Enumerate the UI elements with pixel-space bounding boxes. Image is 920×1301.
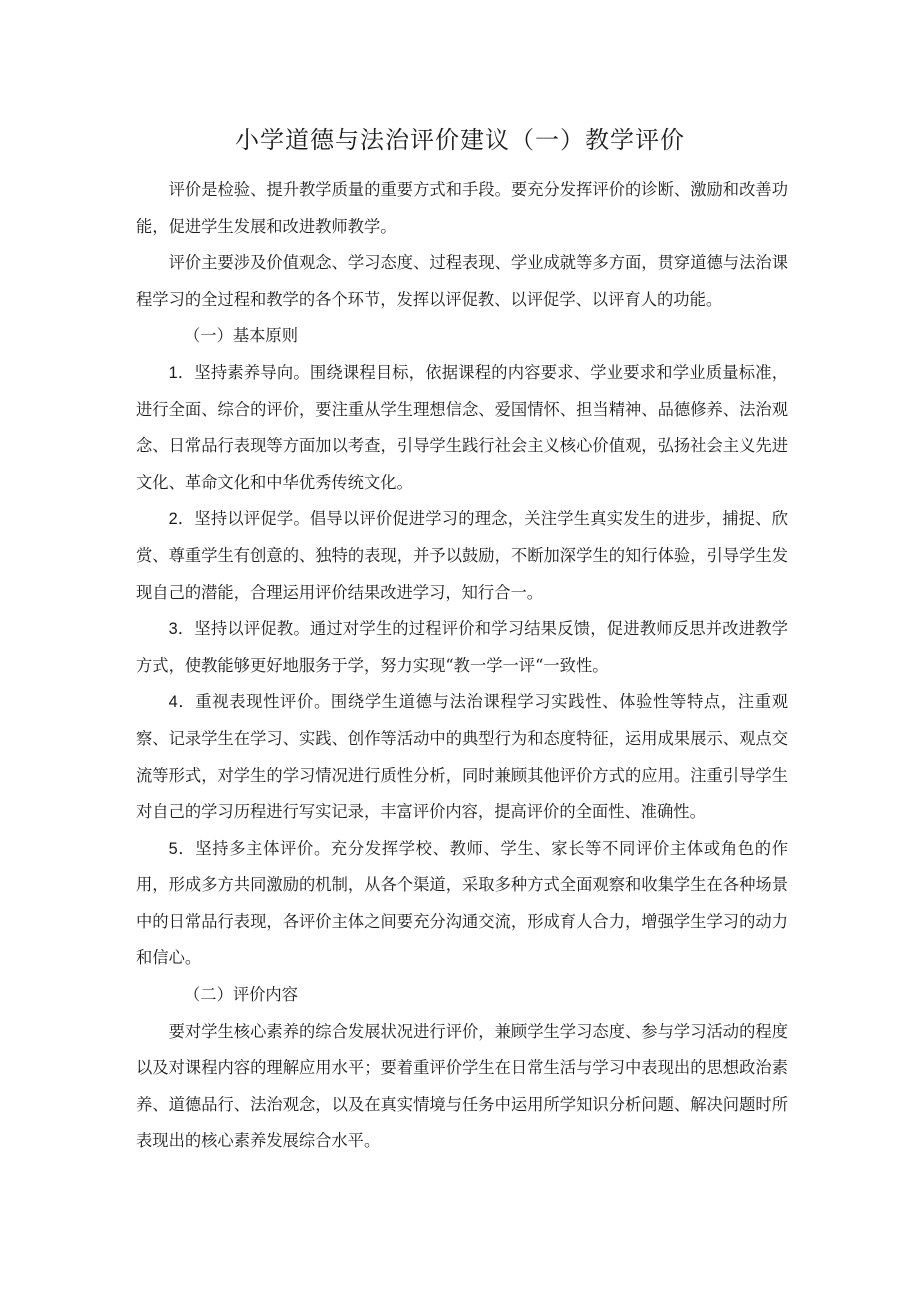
section-heading-principles: （一）基本原则 xyxy=(184,326,298,346)
principle-item-4 xyxy=(136,684,788,830)
principle-item-5 xyxy=(136,831,788,977)
intro-paragraph-1: 评价是检验、提升教学质量的重要方式和手段。要充分发挥评价的诊断、激励和改善功能，促进学生发展和改进教师教学。 xyxy=(136,180,788,236)
principle-text: ．坚持素养导向。围绕课程目标，依据课程的内容要求、学业要求和学业质量标准，进行全面、综合的评价，要注重从学生理想信念、爱国情怀、担当精神、品德修养、法治观念、日常品行表现等方面加以考查，引导学生践行社会主义核心价值观，弘扬社会主义先进文化、革命文化和中华优秀传统文化。 xyxy=(136,362,788,492)
principle-text: ．坚持以评促教。通过对学生的过程评价和学习结果反馈，促进教师反思并改进教学方式，使教能够更好地服务于学，努力实现“教一学一评“一致性。 xyxy=(136,619,788,675)
principle-number: 2 xyxy=(168,510,178,529)
principle-item-2 xyxy=(136,501,788,611)
intro-paragraph-2: 评价主要涉及价值观念、学习态度、过程表现、学业成就等多方面，贯穿道德与法治课程学习的全过程和教学的各个环节，发挥以评促教、以评促学、以评育人的功能。 xyxy=(136,253,788,309)
principle-text: ．重视表现性评价。围绕学生道德与法治课程学习实践性、体验性等特点，注重观察、记录学生在学习、实践、创作等活动中的典型行为和态度特征，运用成果展示、观点交流等形式，对学生的学习情况进行质性分析，同时兼顾其他评价方式的应用。注重引导学生对自己的学习历程进行写实记录，丰富评价内容，提高评价的全面性、准确性。 xyxy=(136,692,788,822)
section-heading-content: （二）评价内容 xyxy=(184,985,298,1005)
document-body xyxy=(136,172,788,1160)
principle-number: 1 xyxy=(168,363,178,382)
principle-number: 3 xyxy=(168,620,178,639)
document-title: 小学道德与法治评价建议（一）教学评价 xyxy=(235,126,685,154)
principle-text: ．坚持以评促学。倡导以评价促进学习的理念，关注学生真实发生的进步，捕捉、欣赏、尊重学生有创意的、独特的表现，并予以鼓励，不断加深学生的知行体验，引导学生发现自己的潜能，合理运用评价结果改进学习，知行合一。 xyxy=(136,509,788,602)
principle-text: ．坚持多主体评价。充分发挥学校、教师、学生、家长等不同评价主体或角色的作用，形成多方共同激励的机制，从各个渠道，采取多种方式全面观察和收集学生在各种场景中的日常品行表现，各评价主体之间要充分沟通交流，形成育人合力，增强学生学习的动力和信心。 xyxy=(136,838,788,968)
principle-item-1 xyxy=(136,355,788,501)
content-paragraph: 要对学生核心素养的综合发展状况进行评价，兼顾学生学习态度、参与学习活动的程度以及对课程内容的理解应用水平；要着重评价学生在日常生活与学习中表现出的思想政治素养、道德品行、法治观念，以及在真实情境与任务中运用所学知识分析问题、解决问题时所表现出的核心素养发展综合水平。 xyxy=(136,1021,788,1151)
principle-number: 4 xyxy=(168,693,178,712)
principle-number: 5 xyxy=(168,839,178,858)
principle-item-3 xyxy=(136,611,788,684)
